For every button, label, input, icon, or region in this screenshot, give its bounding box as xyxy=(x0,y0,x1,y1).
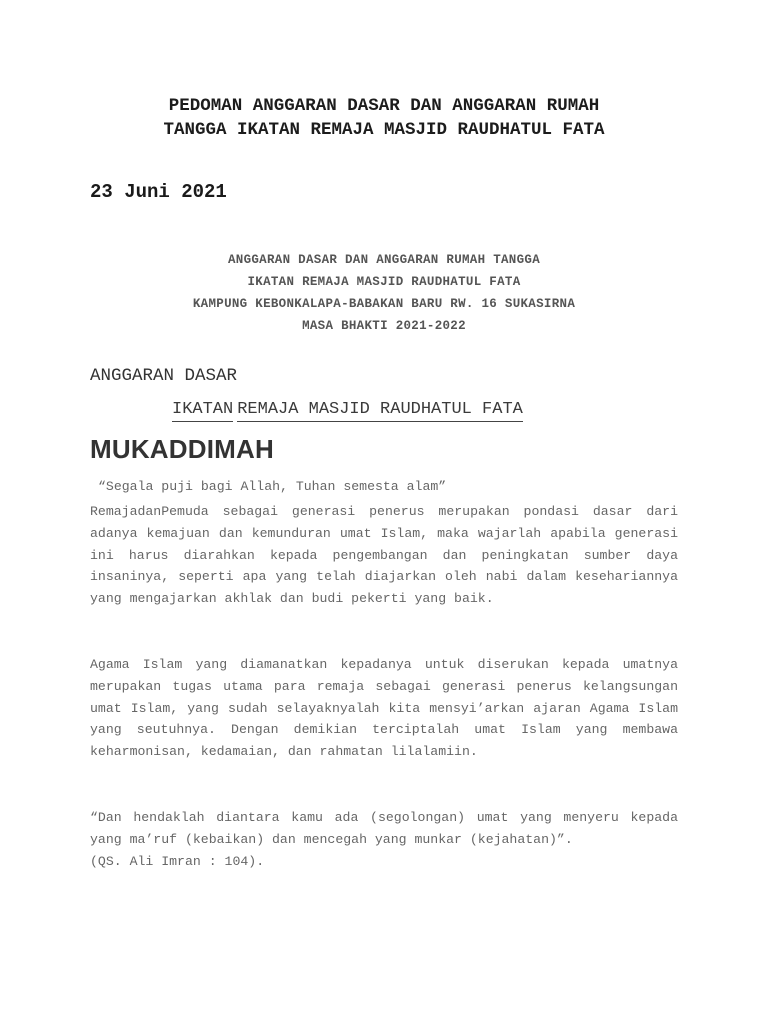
header-line-2: IKATAN REMAJA MASJID RAUDHATUL FATA xyxy=(247,275,521,289)
organization-name-heading xyxy=(172,400,523,419)
paragraph-2-text: Agama Islam yang diamanatkan kepadanya untuk diserukan kepada umatnya merupakan tugas utama para remaja sebagai generasi penerus kelangsungan umat Islam, yang sudah selayaknyalah kita mensyi’arkan ajaran Agama Islam yang seutuhnya. Dengan demikian terciptalah umat Islam yang membawa keharmonisan, kedamaian, dan rahmatan lilalamiin. xyxy=(90,657,678,760)
paragraph-2 xyxy=(90,654,678,763)
paragraph-1 xyxy=(90,501,678,610)
organization-name-rest: REMAJA MASJID RAUDHATUL FATA xyxy=(237,400,523,422)
section-title: ANGGARAN DASAR xyxy=(90,366,238,386)
organization-header xyxy=(0,249,768,337)
quran-citation: (QS. Ali Imran : 104). xyxy=(90,853,265,869)
paragraph-1-text: RemajadanPemuda sebagai generasi penerus merupakan pondasi dasar dari adanya kemajuan dan kemunduran umat Islam, maka wajarlah apabila generasi ini harus diarahkan kepada pengembangan dan peningkatan sumber daya insaninya, seperti apa yang telah diajarkan oleh nabi dalam kesehariannya yang mengajarkan akhlak dan budi pekerti yang baik. xyxy=(90,504,678,607)
document-title-line-2: TANGGA IKATAN REMAJA MASJID RAUDHATUL FATA xyxy=(163,120,605,140)
document-title xyxy=(0,94,768,142)
document-title-line-1: PEDOMAN ANGGARAN DASAR DAN ANGGARAN RUMAH xyxy=(168,96,600,116)
header-line-1: ANGGARAN DASAR DAN ANGGARAN RUMAH TANGGA xyxy=(227,253,541,267)
quran-quote xyxy=(90,807,678,872)
organization-name-word: IKATAN xyxy=(172,400,233,422)
quran-quote-text: “Dan hendaklah diantara kamu ada (segolongan) umat yang menyeru kepada yang ma’ruf (kebaikan) dan mencegah yang munkar (kejahatan)”. xyxy=(90,810,678,847)
opening-quote: “Segala puji bagi Allah, Tuhan semesta alam” xyxy=(98,479,447,494)
mukaddimah-heading: MUKADDIMAH xyxy=(90,434,274,464)
header-line-3: KAMPUNG KEBONKALAPA-BABAKAN BARU RW. 16 SUKASIRNA xyxy=(192,297,576,311)
header-line-4: MASA BHAKTI 2021-2022 xyxy=(302,319,466,333)
document-date: 23 Juni 2021 xyxy=(90,181,227,203)
